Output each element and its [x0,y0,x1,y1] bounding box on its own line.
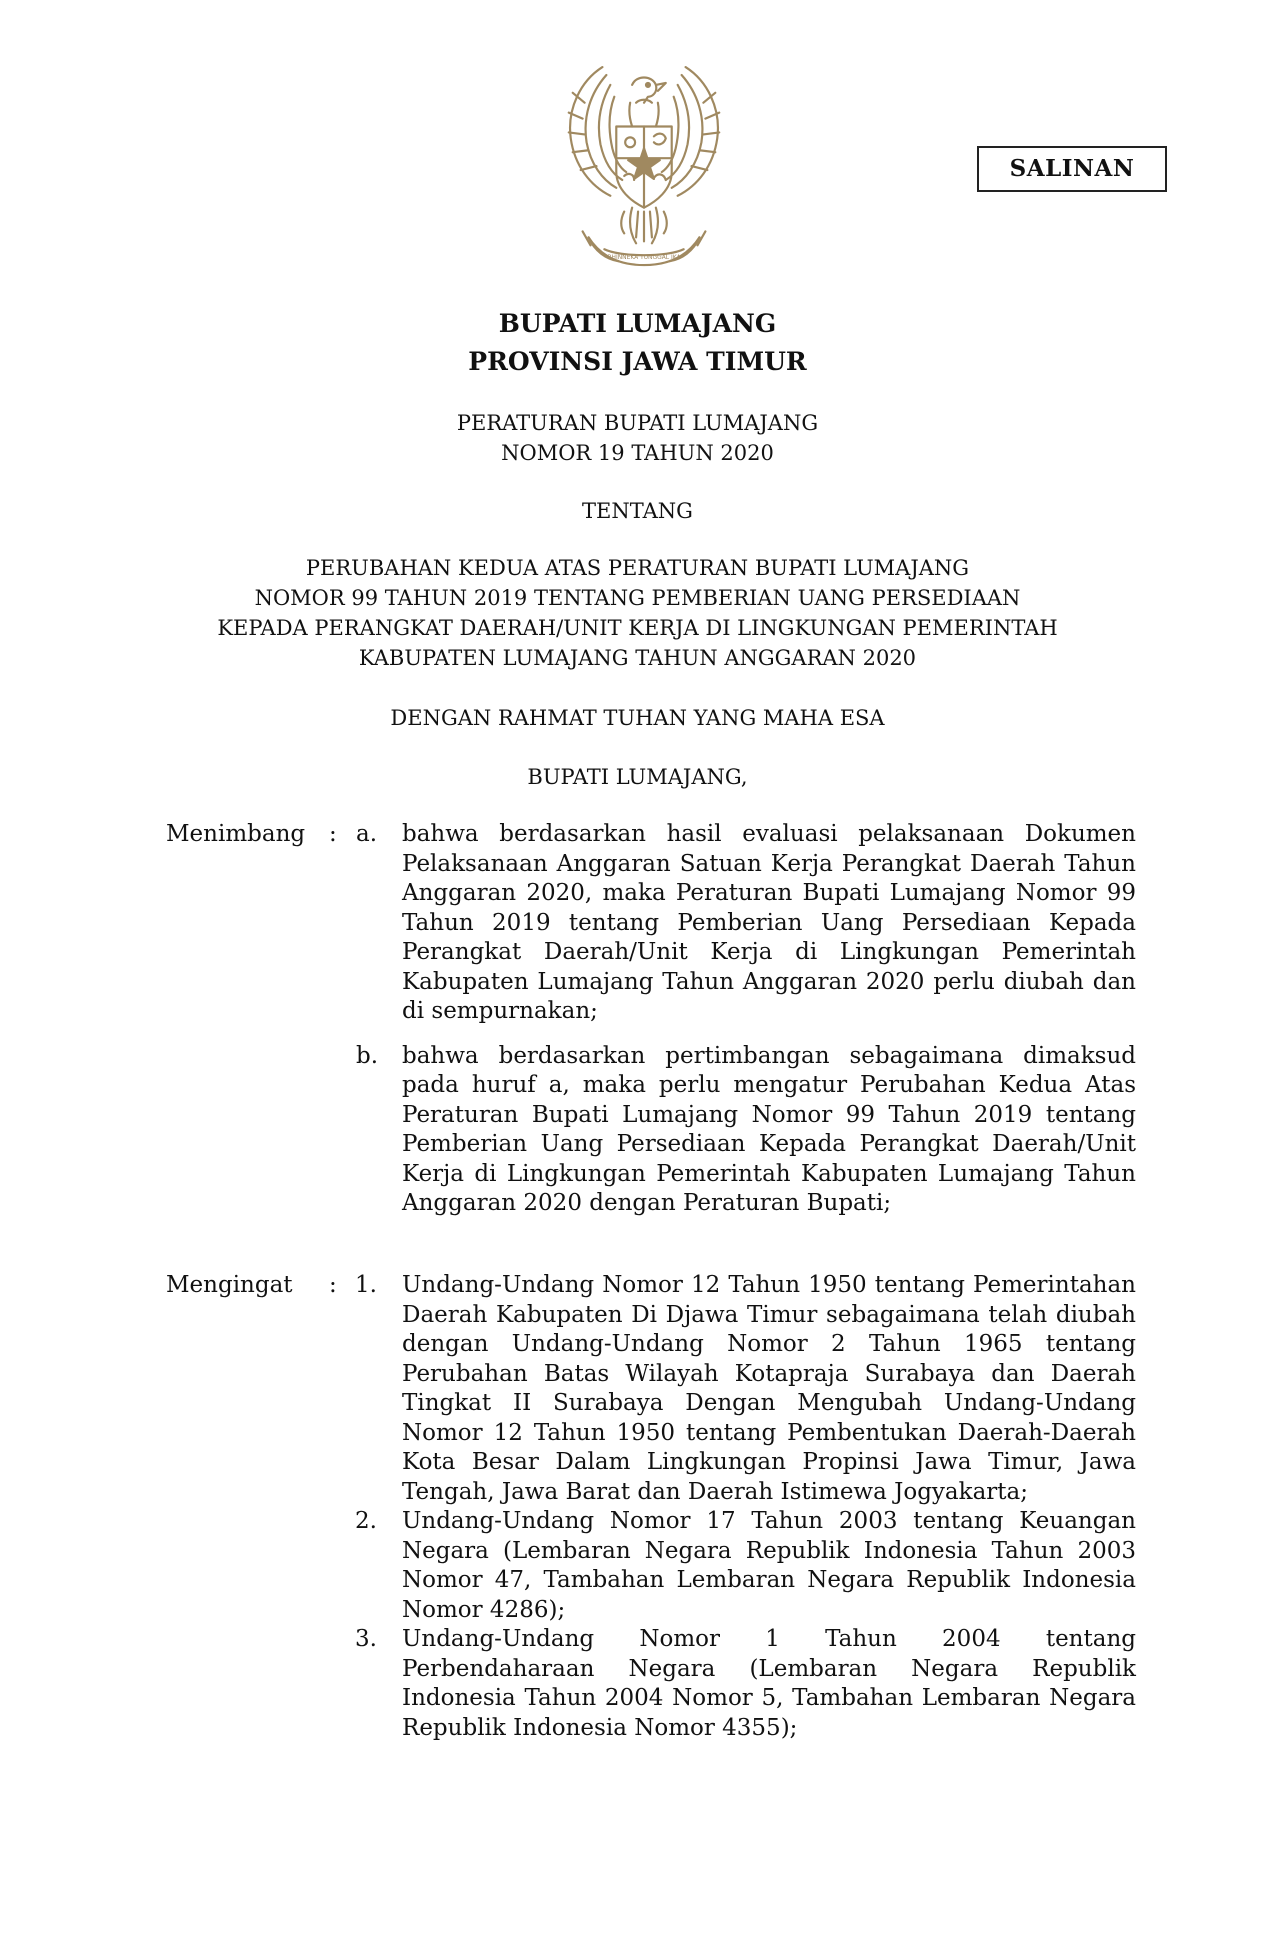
invocation: DENGAN RAHMAT TUHAN YANG MAHA ESA [390,706,885,730]
subject-line: PERUBAHAN KEDUA ATAS PERATURAN BUPATI LUMAJANG [305,556,970,580]
item-marker: 1. [355,1272,377,1298]
menimbang-section [0,820,1275,1219]
subject-line: KABUPATEN LUMAJANG TAHUN ANGGARAN 2020 [358,646,917,670]
menimbang-label: Menimbang [166,821,306,847]
header-title: BUPATI LUMAJANG [498,309,777,338]
item-marker: 2. [355,1508,377,1534]
list-item [0,820,1275,1027]
about-label: TENTANG [582,499,693,523]
item-text: Undang-Undang Nomor 1 Tahun 2004 tentang Perbendaharaan Negara (Lembaran Negara Republik Indonesia Tahun 2004 Nomor 5, Tambahan Lembaran Negara Republik Indonesia Nomor 4355); [402,1626,1136,1741]
mengingat-section [0,1271,1275,1743]
menimbang-colon: : [329,821,337,847]
item-text: bahwa berdasarkan pertimbangan sebagaimana dimaksud pada huruf a, maka perlu mengatur Perubahan Kedua Atas Peraturan Bupati Lumajang Nomor 99 Tahun 2019 tentang Pemberian Uang Persediaan Kepada Perangkat Daerah/Unit Kerja di Lingkungan Pemerintah Kabupaten Lumajang Tahun Anggaran 2020 dengan Peraturan Bupati; [402,1042,1136,1216]
item-text: bahwa berdasarkan hasil evaluasi pelaksanaan Dokumen Pelaksanaan Anggaran Satuan Kerja Perangkat Daerah Tahun Anggaran 2020, maka Peraturan Bupati Lumajang Nomor 99 Tahun 2019 tentang Pemberian Uang Persediaan Kepada Perangkat Daerah/Unit Kerja di Lingkungan Pemerintah Kabupaten Lumajang Tahun Anggaran 2020 perlu diubah dan di sempurnakan; [402,821,1136,1024]
regulation-title: PERATURAN BUPATI LUMAJANG [456,411,819,435]
item-marker: b. [356,1042,379,1069]
mengingat-label: Mengingat [166,1272,293,1298]
item-text: Undang-Undang Nomor 12 Tahun 1950 tentang Pemerintahan Daerah Kabupaten Di Djawa Timur sebagaimana telah diubah dengan Undang-Undang Nomor 2 Tahun 1965 tentang Perubahan Batas Wilayah Kotapraja Surabaya dan Daerah Tingkat II Surabaya Dengan Mengubah Undang-Undang Nomor 12 Tahun 1950 tentang Pembentukan Daerah-Daerah Kota Besar Dalam Lingkungan Propinsi Jawa Timur, Jawa Tengah, Jawa Barat dan Daerah Istimewa Jogyakarta; [402,1272,1136,1505]
list-item [0,1507,1275,1625]
regulation-number: NOMOR 19 TAHUN 2020 [501,441,774,465]
garuda-emblem-icon [545,62,743,287]
item-marker: a. [356,821,378,847]
list-item [0,1042,1275,1219]
item-marker: 3. [355,1626,377,1652]
list-item [0,1625,1275,1743]
salinan-stamp: SALINAN [977,146,1167,192]
mengingat-colon: : [329,1272,337,1298]
svg-text:BHINNEKA TUNGGAL IKA: BHINNEKA TUNGGAL IKA [607,254,681,262]
subject-line: KEPADA PERANGKAT DAERAH/UNIT KERJA DI LINGKUNGAN PEMERINTAH [217,616,1058,640]
subject-line: NOMOR 99 TAHUN 2019 TENTANG PEMBERIAN UANG PERSEDIAAN [254,586,1021,610]
official-title: BUPATI LUMAJANG, [527,765,748,789]
item-text: Undang-Undang Nomor 17 Tahun 2003 tentang Keuangan Negara (Lembaran Negara Republik Indonesia Tahun 2003 Nomor 47, Tambahan Lembaran Negara Republik Indonesia Nomor 4286); [402,1508,1136,1623]
list-item [0,1271,1275,1507]
header-province: PROVINSI JAWA TIMUR [468,347,807,376]
